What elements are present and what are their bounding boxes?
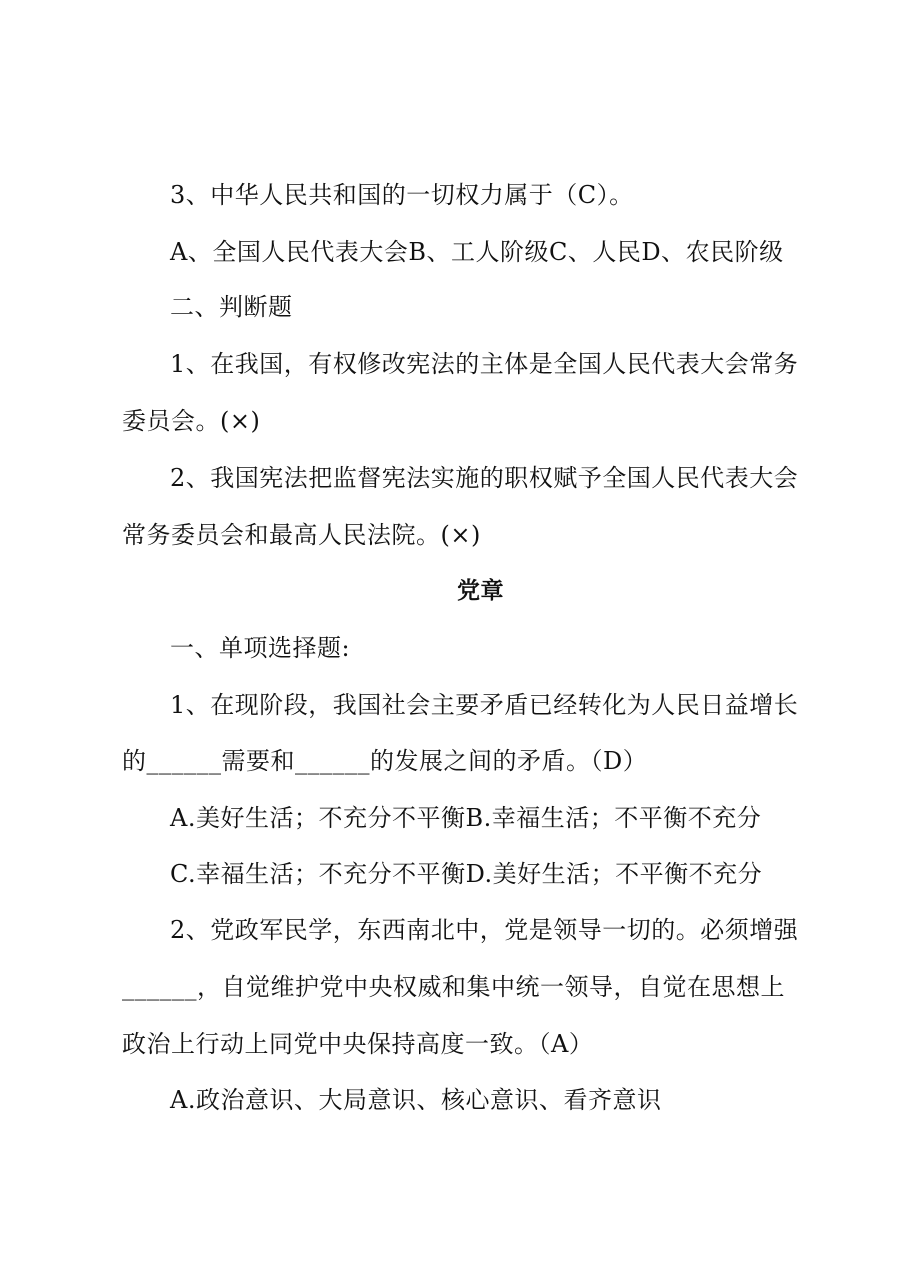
section-heading-true-false: 二、判断题 [170, 293, 293, 321]
judgment-1-line-1: 1、在我国，有权修改宪法的主体是全国人民代表大会常务 [170, 350, 799, 378]
question-2-line-1: 2、党政军民学，东西南北中，党是领导一切的。必须增强 [170, 916, 799, 944]
judgment-1-line-2: 委员会。(×) [122, 407, 261, 435]
question-2-line-2: ______，自觉维护党中央权威和集中统一领导，自觉在思想上 [122, 973, 785, 1001]
question-1-line-2: 的______需要和______的发展之间的矛盾。（D） [122, 747, 648, 775]
question-3-stem: 3、中华人民共和国的一切权力属于（C）。 [170, 181, 634, 209]
question-2-line-3: 政治上行动上同党中央保持高度一致。（A） [122, 1030, 594, 1058]
question-1-line-1: 1、在现阶段，我国社会主要矛盾已经转化为人民日益增长 [170, 691, 799, 719]
judgment-2-line-1: 2、我国宪法把监督宪法实施的职权赋予全国人民代表大会 [170, 464, 799, 492]
section-title-party-constitution: 党章 [457, 578, 504, 604]
question-3-options: A、全国人民代表大会B、工人阶级C、人民D、农民阶级 [170, 238, 784, 266]
question-1-options-cd: C.幸福生活；不充分不平衡D.美好生活；不平衡不充分 [170, 860, 763, 888]
question-2-option-a: A.政治意识、大局意识、核心意识、看齐意识 [170, 1086, 662, 1114]
section-heading-single-choice: 一、单项选择题: [170, 634, 351, 662]
judgment-2-line-2: 常务委员会和最高人民法院。(×) [122, 521, 481, 549]
question-1-options-ab: A.美好生活；不充分不平衡B.幸福生活；不平衡不充分 [170, 804, 762, 832]
